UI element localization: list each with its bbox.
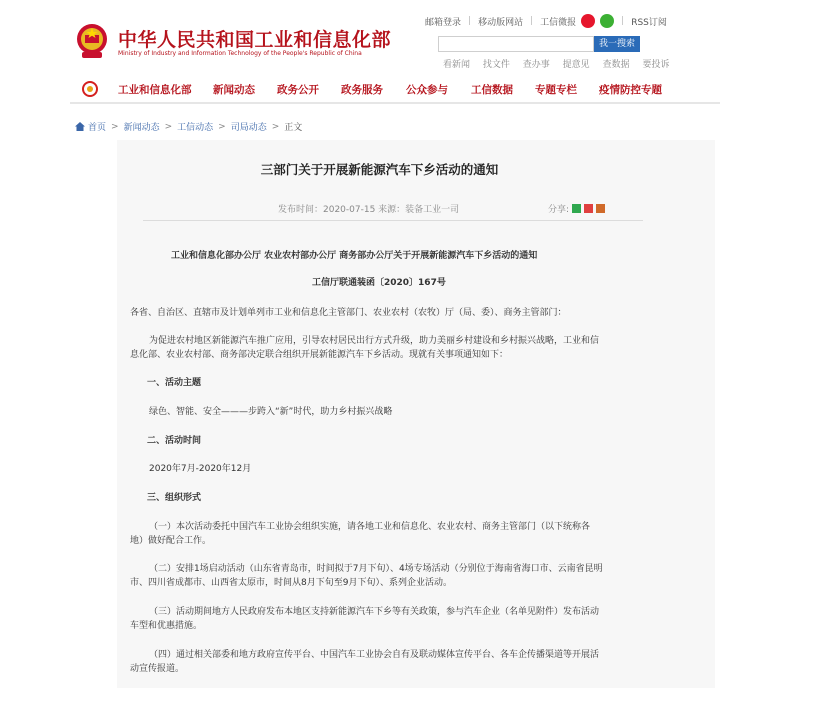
quick-link-news[interactable]: 看新闻 (443, 60, 471, 70)
nav-item-services[interactable]: 政务服务 (341, 84, 383, 96)
breadcrumb: 首页 > 新闻动态 > 工信动态 > 司局动态 > 正文 (75, 120, 302, 133)
site-title[interactable]: 中华人民共和国工业和信息化部 (118, 29, 392, 51)
divider: | (468, 16, 472, 26)
wechat-icon[interactable] (600, 14, 614, 28)
divider: | (530, 16, 534, 26)
top-links (425, 14, 667, 28)
section-3-title: 三、组织形式 (147, 493, 202, 503)
rss-link[interactable]: RSS订阅 (631, 17, 667, 28)
quick-link-feedback[interactable]: 提意见 (562, 60, 590, 70)
share-weibo-icon[interactable] (584, 204, 593, 213)
weibo-icon[interactable] (581, 14, 595, 28)
national-emblem-icon[interactable] (74, 22, 110, 60)
item-1-line-1: （一）本次活动委托中国汽车工业协会组织实施，请各地工业和信息化、农业农村、商务主管部门（以下统称各 (149, 522, 591, 532)
weibo-link[interactable]: 工信微报 (540, 17, 577, 28)
article-heading: 工业和信息化部办公厅 农业农村部办公厅 商务部办公厅关于开展新能源汽车下乡活动的通知 (171, 251, 538, 261)
item-4-line-1: （四）通过相关部委和地方政府宣传平台、中国汽车工业协会自有及联动媒体宣传平台、各车企传播渠道等开展活 (149, 650, 600, 660)
main-nav (70, 74, 720, 104)
title-divider (143, 220, 643, 221)
quick-links (443, 57, 679, 70)
item-3-line-2: 车型和优惠措施。 (130, 621, 203, 631)
intro-line-2: 息化部、农业农村部、商务部决定联合组织开展新能源汽车下乡活动。现就有关事项通知如下： (130, 350, 509, 360)
search-button[interactable]: 我一搜索 (594, 36, 640, 52)
search-input[interactable] (438, 36, 594, 52)
section-1-text: 绿色、智能、安全———步跨入“新”时代，助力乡村振兴战略 (149, 407, 393, 417)
nav-item-ministry[interactable]: 工业和信息化部 (118, 84, 192, 96)
nav-item-data[interactable]: 工信数据 (471, 84, 513, 96)
share-bar (548, 202, 605, 215)
breadcrumb-bureau-news[interactable]: 司局动态 (230, 123, 267, 133)
article-panel (117, 140, 715, 688)
section-2-text: 2020年7月-2020年12月 (149, 464, 252, 474)
nav-item-epidemic[interactable]: 疫情防控专题 (599, 84, 662, 96)
section-1-title: 一、活动主题 (147, 378, 202, 388)
divider: | (621, 16, 625, 26)
home-icon (75, 122, 85, 131)
article-meta: 发布时间：2020-07-15 来源：装备工业一司 (278, 205, 460, 215)
mail-login-link[interactable]: 邮箱登录 (425, 17, 462, 28)
site-header (0, 0, 720, 70)
quick-link-services[interactable]: 查办事 (522, 60, 550, 70)
quick-link-files[interactable]: 找文件 (482, 60, 510, 70)
doc-number: 工信厅联通装函〔2020〕167号 (312, 278, 446, 288)
item-2-line-1: （二）安排1场启动活动（山东省青岛市，时间拟于7月下旬）、4场专场活动（分别位于海南省海口市、云南省昆明 (149, 564, 603, 574)
nav-item-topics[interactable]: 专题专栏 (535, 84, 577, 96)
nav-item-news[interactable]: 新闻动态 (213, 84, 255, 96)
item-1-line-2: 地）做好配合工作。 (130, 536, 212, 546)
quick-link-data[interactable]: 查数据 (602, 60, 630, 70)
nav-item-gov-affairs[interactable]: 政务公开 (277, 84, 319, 96)
share-label: 分享: (548, 205, 570, 215)
breadcrumb-news[interactable]: 新闻动态 (123, 123, 160, 133)
nav-item-participation[interactable]: 公众参与 (406, 84, 448, 96)
share-wechat-icon[interactable] (572, 204, 581, 213)
intro-line-1: 为促进农村地区新能源汽车推广应用，引导农村居民出行方式升级，助力美丽乡村建设和乡村振兴战略，工业和信 (149, 336, 600, 346)
breadcrumb-current: 正文 (284, 123, 303, 133)
breadcrumb-industry-news[interactable]: 工信动态 (177, 123, 214, 133)
share-qzone-icon[interactable] (596, 204, 605, 213)
quick-link-complaint[interactable]: 要投诉 (642, 60, 670, 70)
home-logo-icon[interactable] (82, 81, 98, 97)
mobile-site-link[interactable]: 移动版网站 (478, 17, 524, 28)
salutation: 各省、自治区、直辖市及计划单列市工业和信息化主管部门、农业农村（农牧）厅（局、委）、商务主管部门： (130, 308, 567, 318)
breadcrumb-home[interactable]: 首页 (88, 123, 107, 133)
section-2-title: 二、活动时间 (147, 436, 202, 446)
article-title: 三部门关于开展新能源汽车下乡活动的通知 (260, 162, 499, 177)
item-4-line-2: 动宣传报道。 (130, 664, 185, 674)
site-subtitle: Ministry of Industry and Information Technology of the People's Republic of China (118, 50, 362, 57)
item-2-line-2: 市、四川省成都市、山西省太原市，时间从8月下旬至9月下旬）、系列企业活动。 (130, 578, 452, 588)
item-3-line-1: （三）活动期间地方人民政府发布本地区支持新能源汽车下乡等有关政策，参与汽车企业（名单见附件）发布活动 (149, 607, 600, 617)
